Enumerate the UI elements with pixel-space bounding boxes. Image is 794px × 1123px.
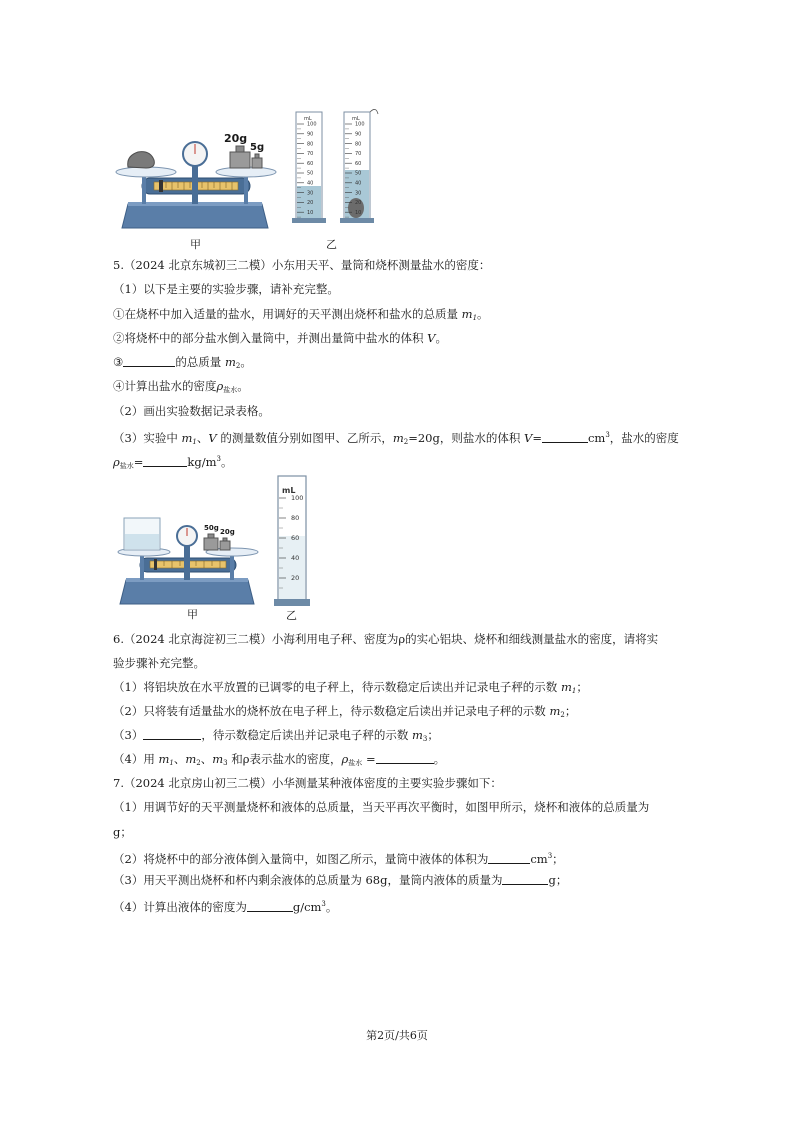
weight-label-5g: 5g (250, 142, 265, 153)
figure-1-caption-jia: 甲 (190, 238, 201, 251)
cylinder-1-tick-label: 20 (307, 200, 314, 207)
cylinder-1-unit: mL (304, 116, 312, 122)
cylinder-2-tick-label: 20 (355, 200, 362, 207)
q5-step3-blank[interactable] (123, 355, 175, 367)
q5-step4: ④计算出盐水的密度$\rho_{盐水}$。 (113, 379, 249, 394)
cylinder-1-tick-label: 70 (307, 151, 314, 158)
figure-2-caption-yi: 乙 (286, 609, 297, 622)
q6-step3-blank[interactable] (143, 728, 201, 740)
q5-step3: ③ 的总质量 $m_2$。 (113, 355, 252, 370)
q6-step2: （2）只将装有适量盐水的烧杯放在电子秤上，待示数稳定后读出并记录电子秤的示数 $m_2$； (113, 704, 577, 719)
cylinder-2-tick-label: 80 (355, 141, 362, 148)
cylinder-1-tick-label: 50 (307, 170, 314, 177)
weight-label-20g-b: 20g (220, 528, 235, 536)
q6-heading-1: 6.（2024 北京海淀初三二模）小海利用电子秤、密度为ρ的实心铝块、烧杯和细线测量盐水的密度，请将实 (113, 632, 659, 646)
cylinder-1-tick-label: 10 (307, 209, 314, 216)
cylinder-3-tick-label: 40 (291, 554, 300, 563)
cylinder-3-tick-label: 100 (291, 494, 304, 503)
weight-label-20g: 20g (224, 132, 248, 145)
cylinder-2-tick-label: 100 (355, 121, 365, 128)
q5-part3: （3）实验中 $m_1$、V 的测量数值分别如图甲、乙所示，$m_2=20g$，则盐水的体积 $V= cm^3$，盐水的密度 (113, 431, 679, 446)
cylinder-2-tick-label: 40 (355, 180, 362, 187)
figure-1-balance (110, 128, 280, 233)
q5-volume-blank[interactable] (542, 431, 588, 443)
q6-density-blank[interactable] (376, 752, 434, 764)
cylinder-2-tick-label: 60 (355, 160, 362, 167)
q7-mass-blank[interactable] (502, 873, 548, 885)
q5-step2: ②将烧杯中的部分盐水倒入量筒中，并测出量筒中盐水的体积 V。 (113, 331, 447, 345)
cylinder-2-tick-label: 30 (355, 190, 362, 197)
cylinder-1-tick-label: 60 (307, 160, 314, 167)
q6-step3: （3） ，待示数稳定后读出并记录电子秤的示数 $m_3$； (113, 728, 439, 743)
figure-1-caption-yi: 乙 (326, 238, 337, 251)
cylinder-1-tick-label: 90 (307, 131, 314, 138)
cylinder-2-tick-label: 90 (355, 131, 362, 138)
cylinder-1-tick-label: 80 (307, 141, 314, 148)
q7-step4: （4）计算出液体的密度为 $g/cm^3$。 (113, 900, 338, 914)
cylinder-2-tick-label: 10 (355, 209, 362, 216)
q5-step1: ①在烧杯中加入适量的盐水，用调好的天平测出烧杯和盐水的总质量 $m_1$。 (113, 307, 489, 322)
page-footer: 第2页/共6页 (366, 1029, 428, 1042)
cylinder-2-tick-label: 70 (355, 151, 362, 158)
q5-part3-density: $\rho_{盐水}= kg/m^3$。 (113, 455, 233, 470)
q6-step4: （4）用 $m_1$、$m_2$、$m_3$ 和ρ表示盐水的密度，$\rho_{盐水}$ = 。 (113, 752, 446, 767)
q7-volume-blank[interactable] (488, 852, 530, 864)
cylinder-3-unit: mL (282, 486, 296, 495)
cylinder-1-tick-label: 30 (307, 190, 314, 197)
cylinder-3-tick-label: 60 (291, 534, 300, 543)
q7-step3: （3）用天平测出烧杯和杯内剩余液体的总质量为 68g，量筒内液体的质量为 g； (113, 873, 568, 887)
cylinder-3-tick-label: 80 (291, 514, 300, 523)
q6-heading-2: 验步骤补充完整。 (113, 656, 205, 670)
figure-2-caption-jia: 甲 (187, 608, 198, 621)
figure-2-cylinder (272, 474, 312, 608)
q7-heading: 7.（2024 北京房山初三二模）小华测量某种液体密度的主要实验步骤如下： (113, 776, 502, 790)
q5-part2: （2）画出实验数据记录表格。 (113, 404, 270, 418)
cylinder-1-tick-label: 100 (307, 121, 317, 128)
q6-step1: （1）将铝块放在水平放置的已调零的电子秤上，待示数稳定后读出并记录电子秤的示数 $m_1$； (113, 680, 588, 695)
figure-2-balance (112, 514, 262, 606)
q7-step1: （1）用调节好的天平测量烧杯和液体的总质量，当天平再次平衡时，如图甲所示，烧杯和液体的总质量为 (113, 800, 650, 814)
q7-step2: （2）将烧杯中的部分液体倒入量筒中，如图乙所示，量筒中液体的体积为 $cm^3$； (113, 852, 564, 866)
cylinder-3-tick-label: 20 (291, 574, 300, 583)
q5-part1: （1）以下是主要的实验步骤，请补充完整。 (113, 282, 339, 296)
q5-density-blank[interactable] (143, 455, 187, 467)
q5-heading: 5.（2024 北京东城初三二模）小东用天平、量筒和烧杯测量盐水的密度： (113, 258, 491, 272)
cylinder-2-tick-label: 50 (355, 170, 362, 177)
cylinder-1-tick-label: 40 (307, 180, 314, 187)
q7-density-blank[interactable] (247, 900, 293, 912)
cylinder-2-unit: mL (352, 116, 360, 122)
figure-1-cylinders (290, 108, 380, 226)
weight-label-50g: 50g (204, 524, 219, 532)
q7-step1-unit: g； (113, 825, 132, 839)
